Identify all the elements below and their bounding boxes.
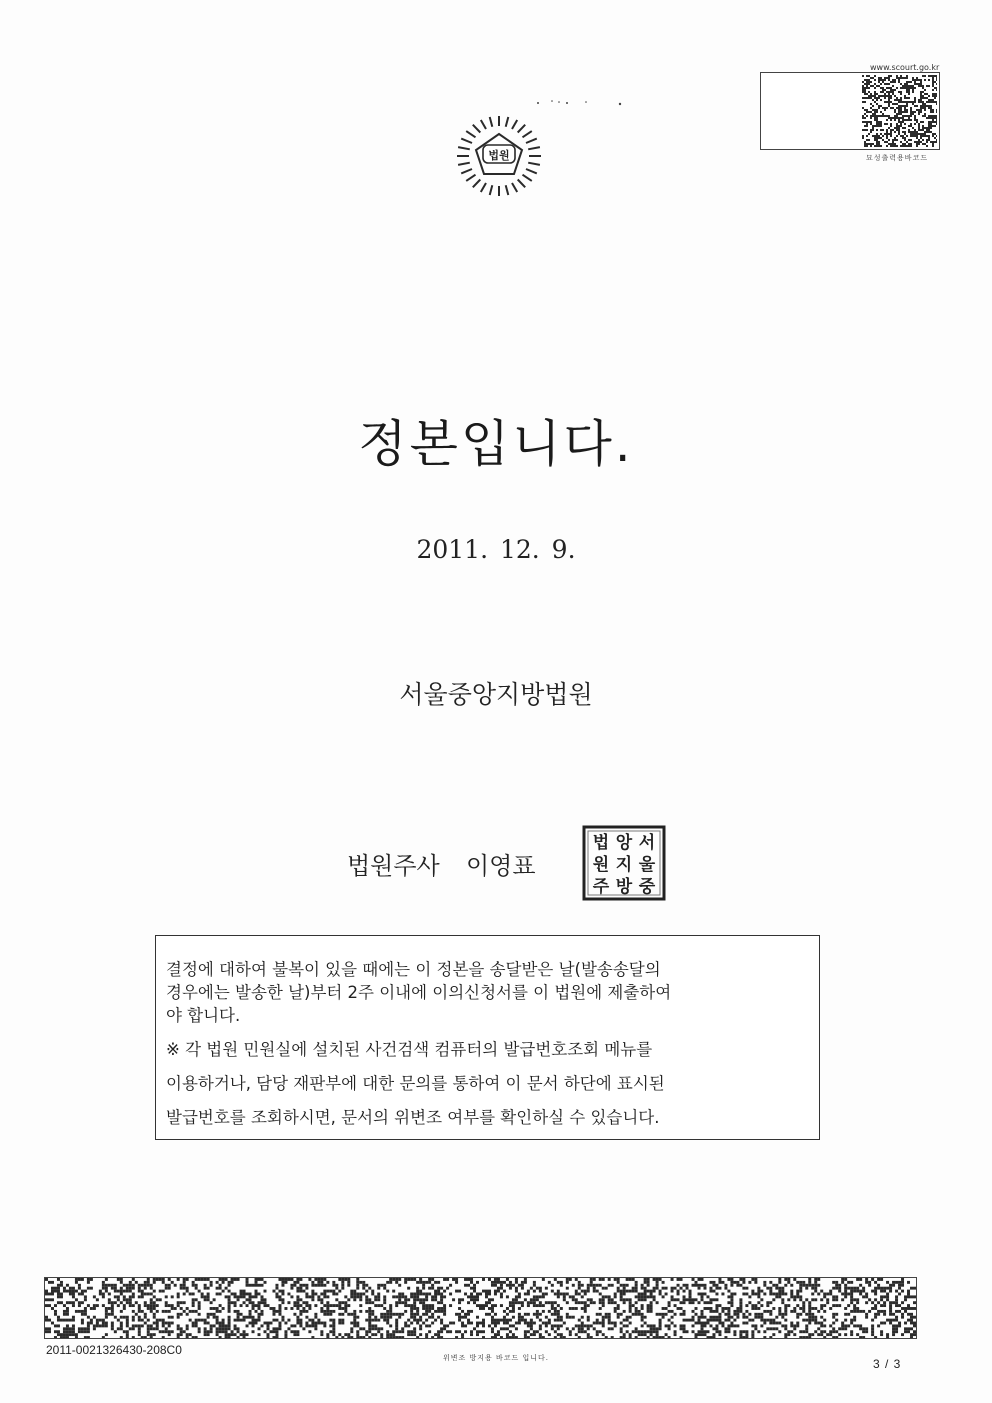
anti-forgery-barcode bbox=[44, 1277, 917, 1339]
notice-line: 결정에 대하여 불복이 있을 때에는 이 정본을 송달받은 날(발송송달의 bbox=[166, 960, 661, 979]
notice-line: 발급번호를 조회하시면, 문서의 위변조 여부를 확인하실 수 있습니다. bbox=[166, 1108, 660, 1127]
barcode-caption: 묘성출력용바코드 bbox=[866, 154, 929, 162]
court-name: 서울중앙지방법원 bbox=[399, 680, 593, 709]
svg-text:지: 지 bbox=[615, 855, 633, 875]
emblem-label: 법원 bbox=[488, 149, 510, 162]
svg-text:방: 방 bbox=[615, 877, 633, 897]
document-number: 2011-0021326430-208C0 bbox=[46, 1343, 182, 1357]
notice-line: 경우에는 발송한 날)부터 2주 이내에 이의신청서를 이 법원에 제출하여 bbox=[166, 983, 672, 1002]
notice-line: 야 합니다. bbox=[166, 1006, 241, 1025]
scan-marks bbox=[530, 97, 640, 109]
issue-date: 2011. 12. 9. bbox=[416, 535, 576, 564]
notice-line: 이용하거나, 담당 재판부에 대한 문의를 통하여 이 문서 하단에 표시된 bbox=[166, 1074, 665, 1093]
svg-text:울: 울 bbox=[638, 855, 656, 875]
svg-text:앙: 앙 bbox=[615, 833, 633, 853]
notice-box bbox=[155, 935, 820, 1140]
clerk-title: 법원주사 bbox=[347, 852, 440, 880]
page-counter: 3 / 3 bbox=[873, 1357, 901, 1371]
court-emblem-icon bbox=[452, 112, 546, 198]
court-seal-stamp bbox=[581, 824, 667, 902]
svg-text:서: 서 bbox=[638, 833, 656, 853]
svg-text:법: 법 bbox=[592, 833, 610, 853]
barcode-note: 위변조 방지용 바코드 입니다. bbox=[442, 1354, 550, 1362]
clerk-name: 이영표 bbox=[466, 852, 536, 880]
svg-text:중: 중 bbox=[638, 877, 656, 897]
svg-text:주: 주 bbox=[592, 877, 610, 897]
site-url: www.scourt.go.kr bbox=[870, 63, 940, 72]
svg-text:원: 원 bbox=[592, 855, 610, 875]
notice-line: ※ 각 법원 민원실에 설치된 사건검색 컴퓨터의 발급번호조회 메뉴를 bbox=[166, 1040, 653, 1059]
page-title: 정본입니다. bbox=[358, 415, 634, 473]
top-barcode bbox=[862, 75, 937, 147]
